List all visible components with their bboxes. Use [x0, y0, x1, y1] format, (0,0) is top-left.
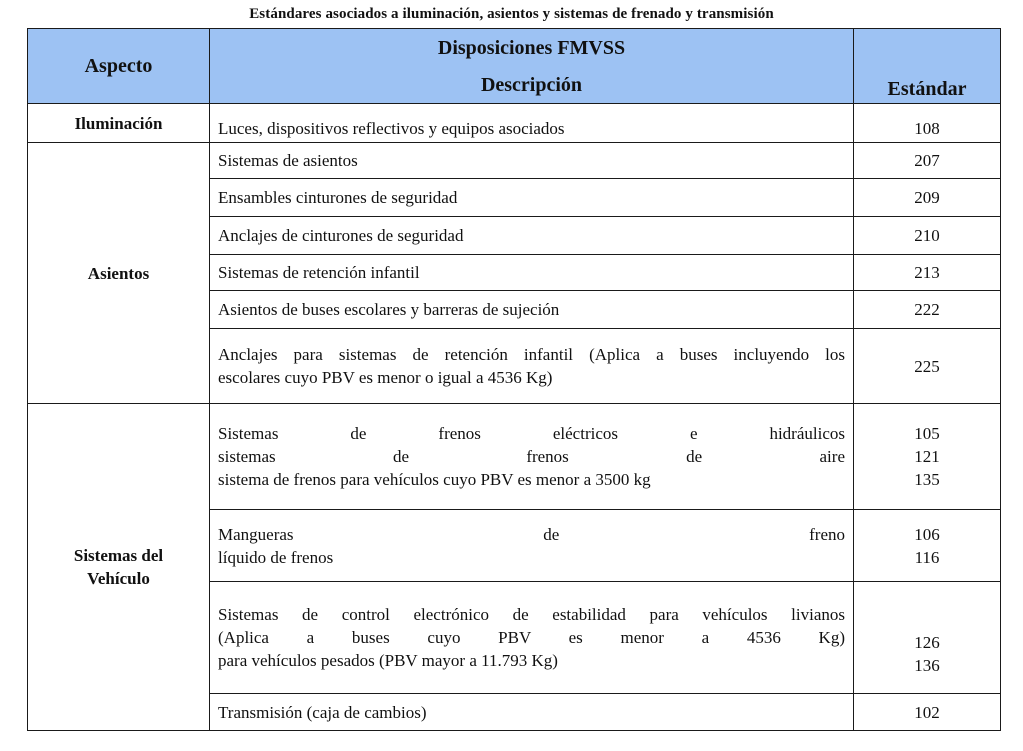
description-cell	[210, 582, 854, 694]
table-row	[28, 143, 1001, 179]
description-line: Sistemas de frenos eléctricos e hidráulicos	[218, 424, 845, 443]
aspect-line: Vehículo	[87, 569, 150, 588]
standard-cell: 210	[854, 217, 1001, 255]
aspect-asientos: Asientos	[28, 143, 210, 404]
header-description: Descripción	[210, 67, 854, 104]
aspect-iluminacion: Iluminación	[28, 104, 210, 143]
description-line: sistema de frenos para vehículos cuyo PBV es menor a 3500 kg	[218, 470, 651, 489]
table-row	[28, 404, 1001, 510]
standard-cell: 222	[854, 291, 1001, 329]
header-disposiciones: Disposiciones FMVSS	[210, 29, 854, 68]
table-row	[28, 104, 1001, 143]
standard-cell: 213	[854, 255, 1001, 291]
standard-value: 136	[914, 656, 940, 675]
standard-value: 126	[914, 633, 940, 652]
standard-cell: 207	[854, 143, 1001, 179]
description-cell	[210, 329, 854, 404]
description-line: Sistemas de control electrónico de estabilidad para vehículos livianos	[218, 605, 845, 624]
description-cell: Anclajes de cinturones de seguridad	[210, 217, 854, 255]
description-line: líquido de frenos	[218, 547, 334, 567]
description-line: escolares cuyo PBV es menor o igual a 4536 Kg)	[218, 368, 553, 387]
standard-value: 116	[914, 547, 940, 567]
standard-value: 106	[914, 524, 940, 544]
standard-cell	[854, 404, 1001, 510]
standard-value: 121	[914, 447, 940, 466]
description-cell: Ensambles cinturones de seguridad	[210, 179, 854, 217]
description-cell	[210, 404, 854, 510]
standard-cell	[854, 582, 1001, 694]
description-line: (Aplica a buses cuyo PBV es menor a 4536 Kg)	[218, 628, 845, 647]
description-cell: Sistemas de retención infantil	[210, 255, 854, 291]
description-cell: Asientos de buses escolares y barreras de sujeción	[210, 291, 854, 329]
aspect-line: Sistemas del	[73, 546, 164, 565]
description-line: sistemas de frenos de aire	[218, 447, 845, 466]
description-cell: Sistemas de asientos	[210, 143, 854, 179]
description-line: para vehículos pesados (PBV mayor a 11.793 Kg)	[218, 651, 558, 670]
description-line: Anclajes para sistemas de retención infantil (Aplica a buses incluyendo los	[218, 345, 845, 364]
description-cell: Transmisión (caja de cambios)	[210, 694, 854, 731]
description-line: Mangueras de freno	[218, 524, 845, 544]
fmvss-standards-table	[27, 28, 1001, 731]
description-cell	[210, 510, 854, 582]
header-standard: Estándar	[854, 67, 1001, 104]
standard-cell: 225	[854, 329, 1001, 404]
header-standard-top	[854, 29, 1001, 68]
standard-value: 105	[914, 424, 940, 443]
standard-cell	[854, 510, 1001, 582]
standard-cell: 209	[854, 179, 1001, 217]
description-cell: Luces, dispositivos reflectivos y equipos asociados	[210, 104, 854, 143]
header-aspect: Aspecto	[28, 29, 210, 104]
standard-value: 135	[914, 470, 940, 489]
standard-cell: 102	[854, 694, 1001, 731]
standard-cell: 108	[854, 104, 1001, 143]
aspect-sistemas-vehiculo	[28, 404, 210, 731]
table-caption: Estándares asociados a iluminación, asientos y sistemas de frenado y transmisión	[249, 6, 774, 22]
